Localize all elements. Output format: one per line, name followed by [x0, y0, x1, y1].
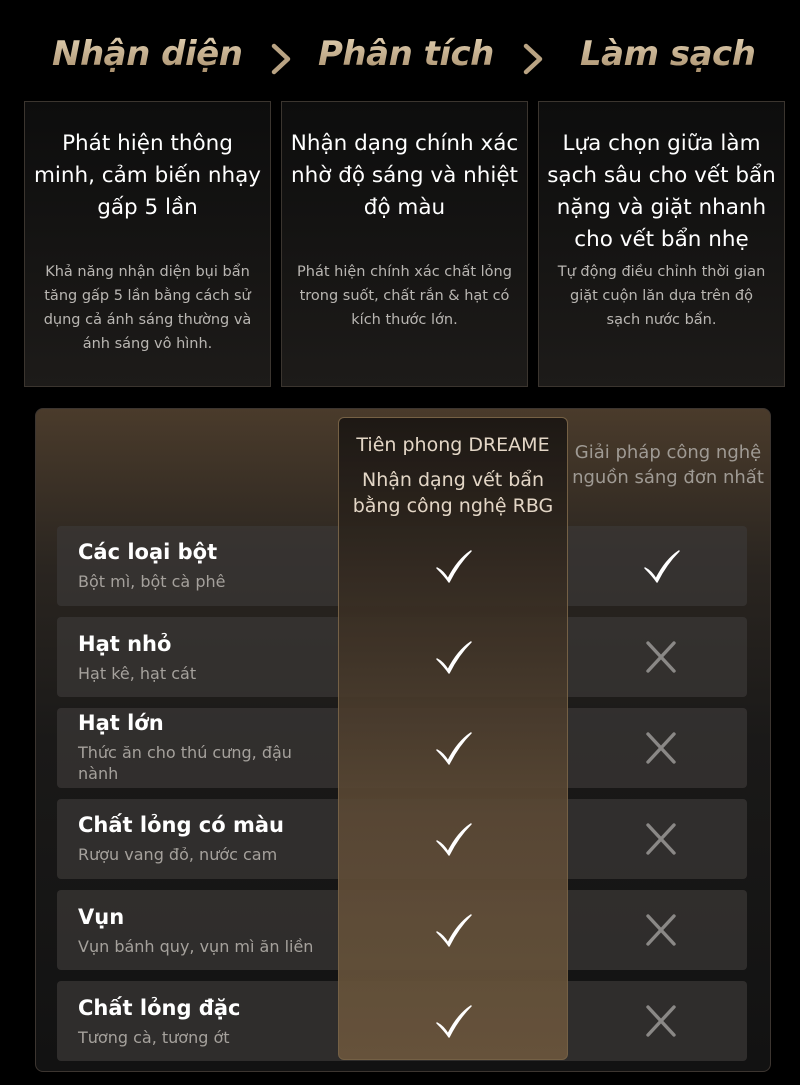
- cross-icon: [640, 639, 682, 675]
- row-title: Hạt lớn: [78, 711, 164, 735]
- row-subtitle: Thức ăn cho thú cưng, đậu nành: [78, 743, 292, 783]
- cross-icon: [640, 821, 682, 857]
- cross-icon: [640, 1003, 682, 1039]
- check-icon: [432, 821, 474, 857]
- row-subtitle: Hạt kê, hạt cát: [78, 664, 197, 683]
- column-subheader-dreame: Nhận dạng vết bẩn bằng công nghệ RBG: [352, 469, 554, 517]
- step-recognize: Nhận diện: [52, 34, 243, 74]
- row-subtitle: Vụn bánh quy, vụn mì ăn liền: [78, 937, 314, 956]
- feature-card-detect: [24, 101, 271, 387]
- check-icon: [432, 1003, 474, 1039]
- chevron-right-icon: [268, 42, 294, 76]
- check-icon: [432, 912, 474, 948]
- feature-card-analyze: [281, 101, 528, 387]
- cross-icon: [640, 730, 682, 766]
- row-title: Chất lỏng đặc: [78, 996, 241, 1020]
- card-title: Lựa chọn giữa làm sạch sâu cho vết bẩn nặng và giặt nhanh cho vết bẩn nhẹ: [547, 131, 776, 252]
- check-icon: [432, 730, 474, 766]
- check-icon: [432, 639, 474, 675]
- row-title: Hạt nhỏ: [78, 632, 172, 656]
- step-clean: Làm sạch: [580, 34, 756, 74]
- check-icon: [432, 548, 474, 584]
- row-title: Các loại bột: [78, 540, 218, 564]
- column-header-single-light: Giải pháp công nghệ nguồn sáng đơn nhất: [572, 442, 764, 488]
- row-subtitle: Bột mì, bột cà phê: [78, 572, 226, 591]
- row-title: Vụn: [78, 905, 125, 929]
- card-description: Phát hiện chính xác chất lỏng trong suốt, chất rắn & hạt có kích thước lớn.: [297, 264, 512, 328]
- card-title: Phát hiện thông minh, cảm biến nhạy gấp 5 lần: [33, 131, 262, 220]
- check-icon: [640, 548, 682, 584]
- row-subtitle: Tương cà, tương ớt: [78, 1028, 230, 1047]
- card-description: Tự động điều chỉnh thời gian giặt cuộn lăn dựa trên độ sạch nước bẩn.: [557, 264, 766, 328]
- card-title: Nhận dạng chính xác nhờ độ sáng và nhiệt độ màu: [290, 131, 519, 220]
- row-title: Chất lỏng có màu: [78, 813, 284, 837]
- step-analyze: Phân tích: [318, 34, 494, 74]
- row-subtitle: Rượu vang đỏ, nước cam: [78, 845, 278, 864]
- cross-icon: [640, 912, 682, 948]
- column-header-dreame: Tiên phong DREAME: [356, 434, 550, 456]
- process-steps: [0, 34, 800, 84]
- chevron-right-icon: [520, 42, 546, 76]
- card-description: Khả năng nhận diện bụi bẩn tăng gấp 5 lần bằng cách sử dụng cả ánh sáng thường và ánh sáng vô hình.: [43, 264, 252, 352]
- feature-card-clean: [538, 101, 785, 387]
